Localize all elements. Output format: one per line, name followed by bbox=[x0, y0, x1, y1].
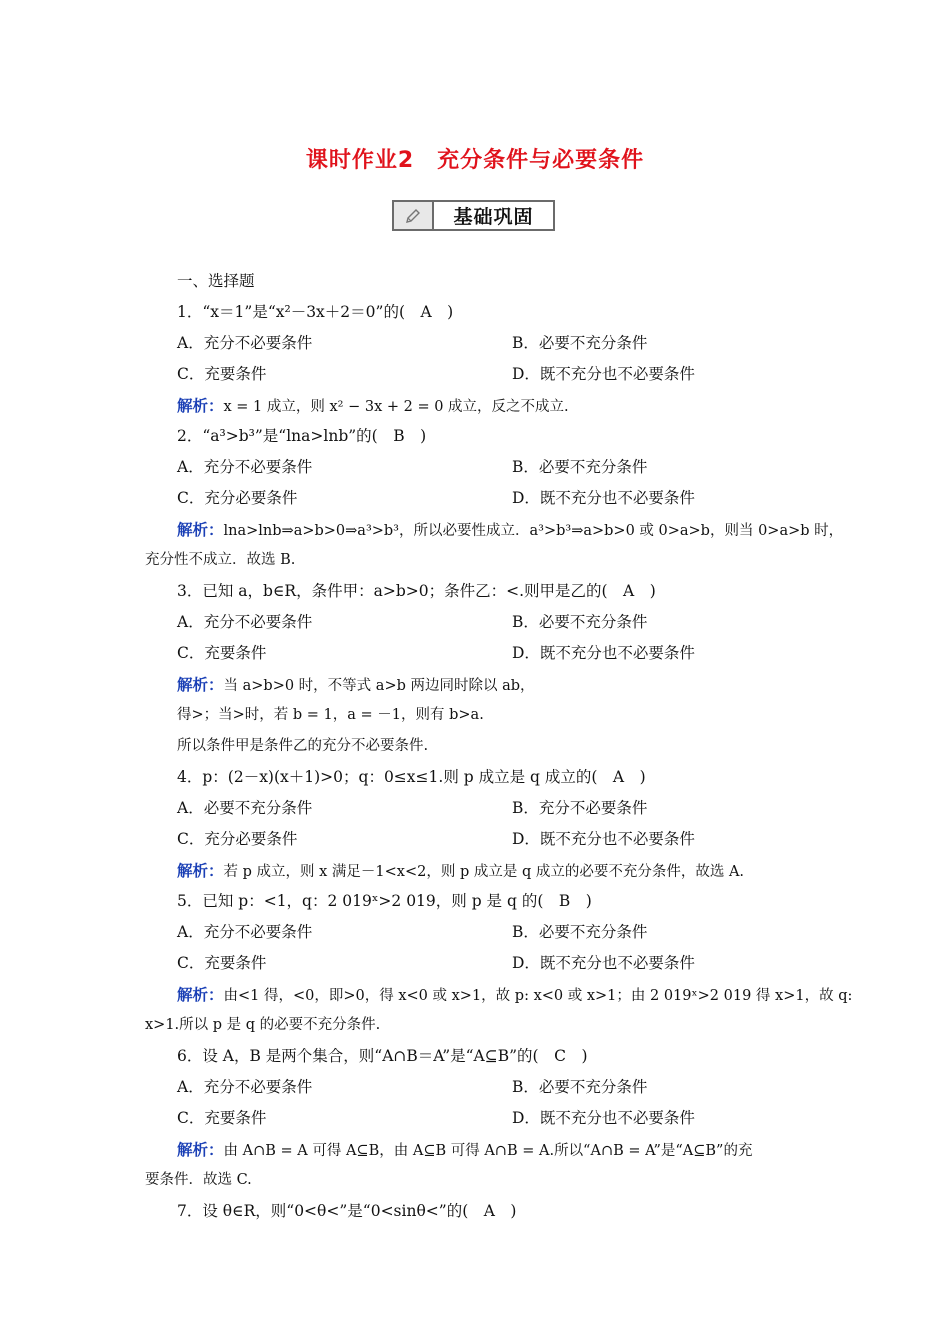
option-d: D．既不充分也不必要条件 bbox=[512, 489, 695, 507]
analysis-text: 当 a>b>0 时，不等式 a>b 两边同时除以 ab， bbox=[223, 678, 535, 694]
analysis-text: lna>lnb⇒a>b>0⇒a³>b³，所以必要性成立．a³>b³⇒a>b>0 或 0>a>b，则当 0>a>b 时， bbox=[223, 523, 844, 539]
option-b: B．必要不充分条件 bbox=[512, 1078, 648, 1096]
question-stem: 1．“x＝1”是“x²－3x＋2＝0”的( A ) bbox=[177, 303, 454, 321]
option-b: B．必要不充分条件 bbox=[512, 334, 648, 352]
analysis bbox=[145, 1134, 815, 1165]
question-stem: 5．已知 p：<1，q：2 019ˣ>2 019，则 p 是 q 的( B ) bbox=[177, 892, 592, 910]
analysis bbox=[145, 669, 815, 700]
option-c: C．充要条件 bbox=[177, 365, 267, 383]
analysis-label: 解析： bbox=[177, 396, 224, 415]
analysis bbox=[145, 979, 853, 1010]
analysis-continuation: x>1.所以 p 是 q 的必要不充分条件. bbox=[145, 1017, 381, 1033]
option-d: D．既不充分也不必要条件 bbox=[512, 365, 695, 383]
analysis-continuation: 充分性不成立．故选 B. bbox=[145, 552, 296, 568]
option-row bbox=[145, 948, 815, 979]
analysis-label: 解析： bbox=[177, 675, 224, 694]
option-row bbox=[145, 328, 815, 359]
option-row bbox=[145, 1072, 815, 1103]
option-row bbox=[145, 452, 815, 483]
analysis-label: 解析： bbox=[177, 1140, 224, 1159]
analysis-text: x = 1 成立，则 x² − 3x + 2 = 0 成立，反之不成立. bbox=[223, 399, 569, 415]
option-a: A．充分不必要条件 bbox=[177, 613, 313, 631]
analysis-continuation: 得>；当>时，若 b = 1，a = －1，则有 b>a. bbox=[177, 707, 484, 723]
option-row bbox=[145, 483, 815, 514]
option-c: C．充要条件 bbox=[177, 1109, 267, 1127]
analysis bbox=[145, 514, 844, 545]
option-row bbox=[145, 1103, 815, 1134]
option-c: C．充要条件 bbox=[177, 954, 267, 972]
question-stem: 3．已知 a，b∈R，条件甲：a>b>0；条件乙：<.则甲是乙的( A ) bbox=[177, 582, 656, 600]
option-row bbox=[145, 359, 815, 390]
option-d: D．既不充分也不必要条件 bbox=[512, 644, 695, 662]
option-a: A．充分不必要条件 bbox=[177, 334, 313, 352]
question-stem: 7．设 θ∈R，则“0<θ<”是“0<sinθ<”的( A ) bbox=[177, 1202, 517, 1220]
option-b: B．充分不必要条件 bbox=[512, 799, 648, 817]
question-stem: 2．“a³>b³”是“lna>lnb”的( B ) bbox=[177, 427, 427, 445]
analysis bbox=[145, 390, 815, 421]
option-row bbox=[145, 917, 815, 948]
option-a: A．充分不必要条件 bbox=[177, 458, 313, 476]
option-c: C．充分必要条件 bbox=[177, 830, 298, 848]
analysis-continuation: 所以条件甲是条件乙的充分不必要条件. bbox=[177, 738, 429, 754]
section-heading: 一、选择题 bbox=[177, 272, 255, 290]
option-a: A．必要不充分条件 bbox=[177, 799, 313, 817]
page-title: 课时作业2 充分条件与必要条件 bbox=[305, 148, 645, 173]
pencil-icon bbox=[394, 202, 434, 229]
option-c: C．充分必要条件 bbox=[177, 489, 298, 507]
question-stem: 4．p：(2－x)(x＋1)>0；q：0≤x≤1.则 p 成立是 q 成立的( A ) bbox=[177, 768, 646, 786]
option-row bbox=[145, 607, 815, 638]
option-b: B．必要不充分条件 bbox=[512, 613, 648, 631]
option-b: B．必要不充分条件 bbox=[512, 923, 648, 941]
option-row bbox=[145, 638, 815, 669]
option-a: A．充分不必要条件 bbox=[177, 1078, 313, 1096]
question-list bbox=[145, 266, 853, 1227]
analysis-label: 解析： bbox=[177, 985, 224, 1004]
analysis bbox=[145, 855, 815, 886]
option-row bbox=[145, 824, 815, 855]
option-a: A．充分不必要条件 bbox=[177, 923, 313, 941]
badge-label: 基础巩固 bbox=[453, 206, 534, 228]
option-c: C．充要条件 bbox=[177, 644, 267, 662]
option-d: D．既不充分也不必要条件 bbox=[512, 954, 695, 972]
option-d: D．既不充分也不必要条件 bbox=[512, 830, 695, 848]
section-badge bbox=[392, 200, 555, 231]
option-row bbox=[145, 793, 815, 824]
analysis-text: 由<1 得，<0，即>0，得 x<0 或 x>1，故 p: x<0 或 x>1；由 2 019ˣ>2 019 得 x>1，故 q: bbox=[223, 988, 853, 1004]
analysis-text: 若 p 成立，则 x 满足－1<x<2，则 p 成立是 q 成立的必要不充分条件，故选 A. bbox=[223, 864, 745, 880]
question-stem: 6．设 A，B 是两个集合，则“A∩B＝A”是“A⊆B”的( C ) bbox=[177, 1047, 588, 1065]
option-d: D．既不充分也不必要条件 bbox=[512, 1109, 695, 1127]
option-b: B．必要不充分条件 bbox=[512, 458, 648, 476]
analysis-label: 解析： bbox=[177, 520, 224, 539]
analysis-text: 由 A∩B = A 可得 A⊆B，由 A⊆B 可得 A∩B = A.所以“A∩B = A”是“A⊆B”的充 bbox=[223, 1143, 753, 1159]
analysis-continuation: 要条件．故选 C. bbox=[145, 1172, 252, 1188]
analysis-label: 解析： bbox=[177, 861, 224, 880]
